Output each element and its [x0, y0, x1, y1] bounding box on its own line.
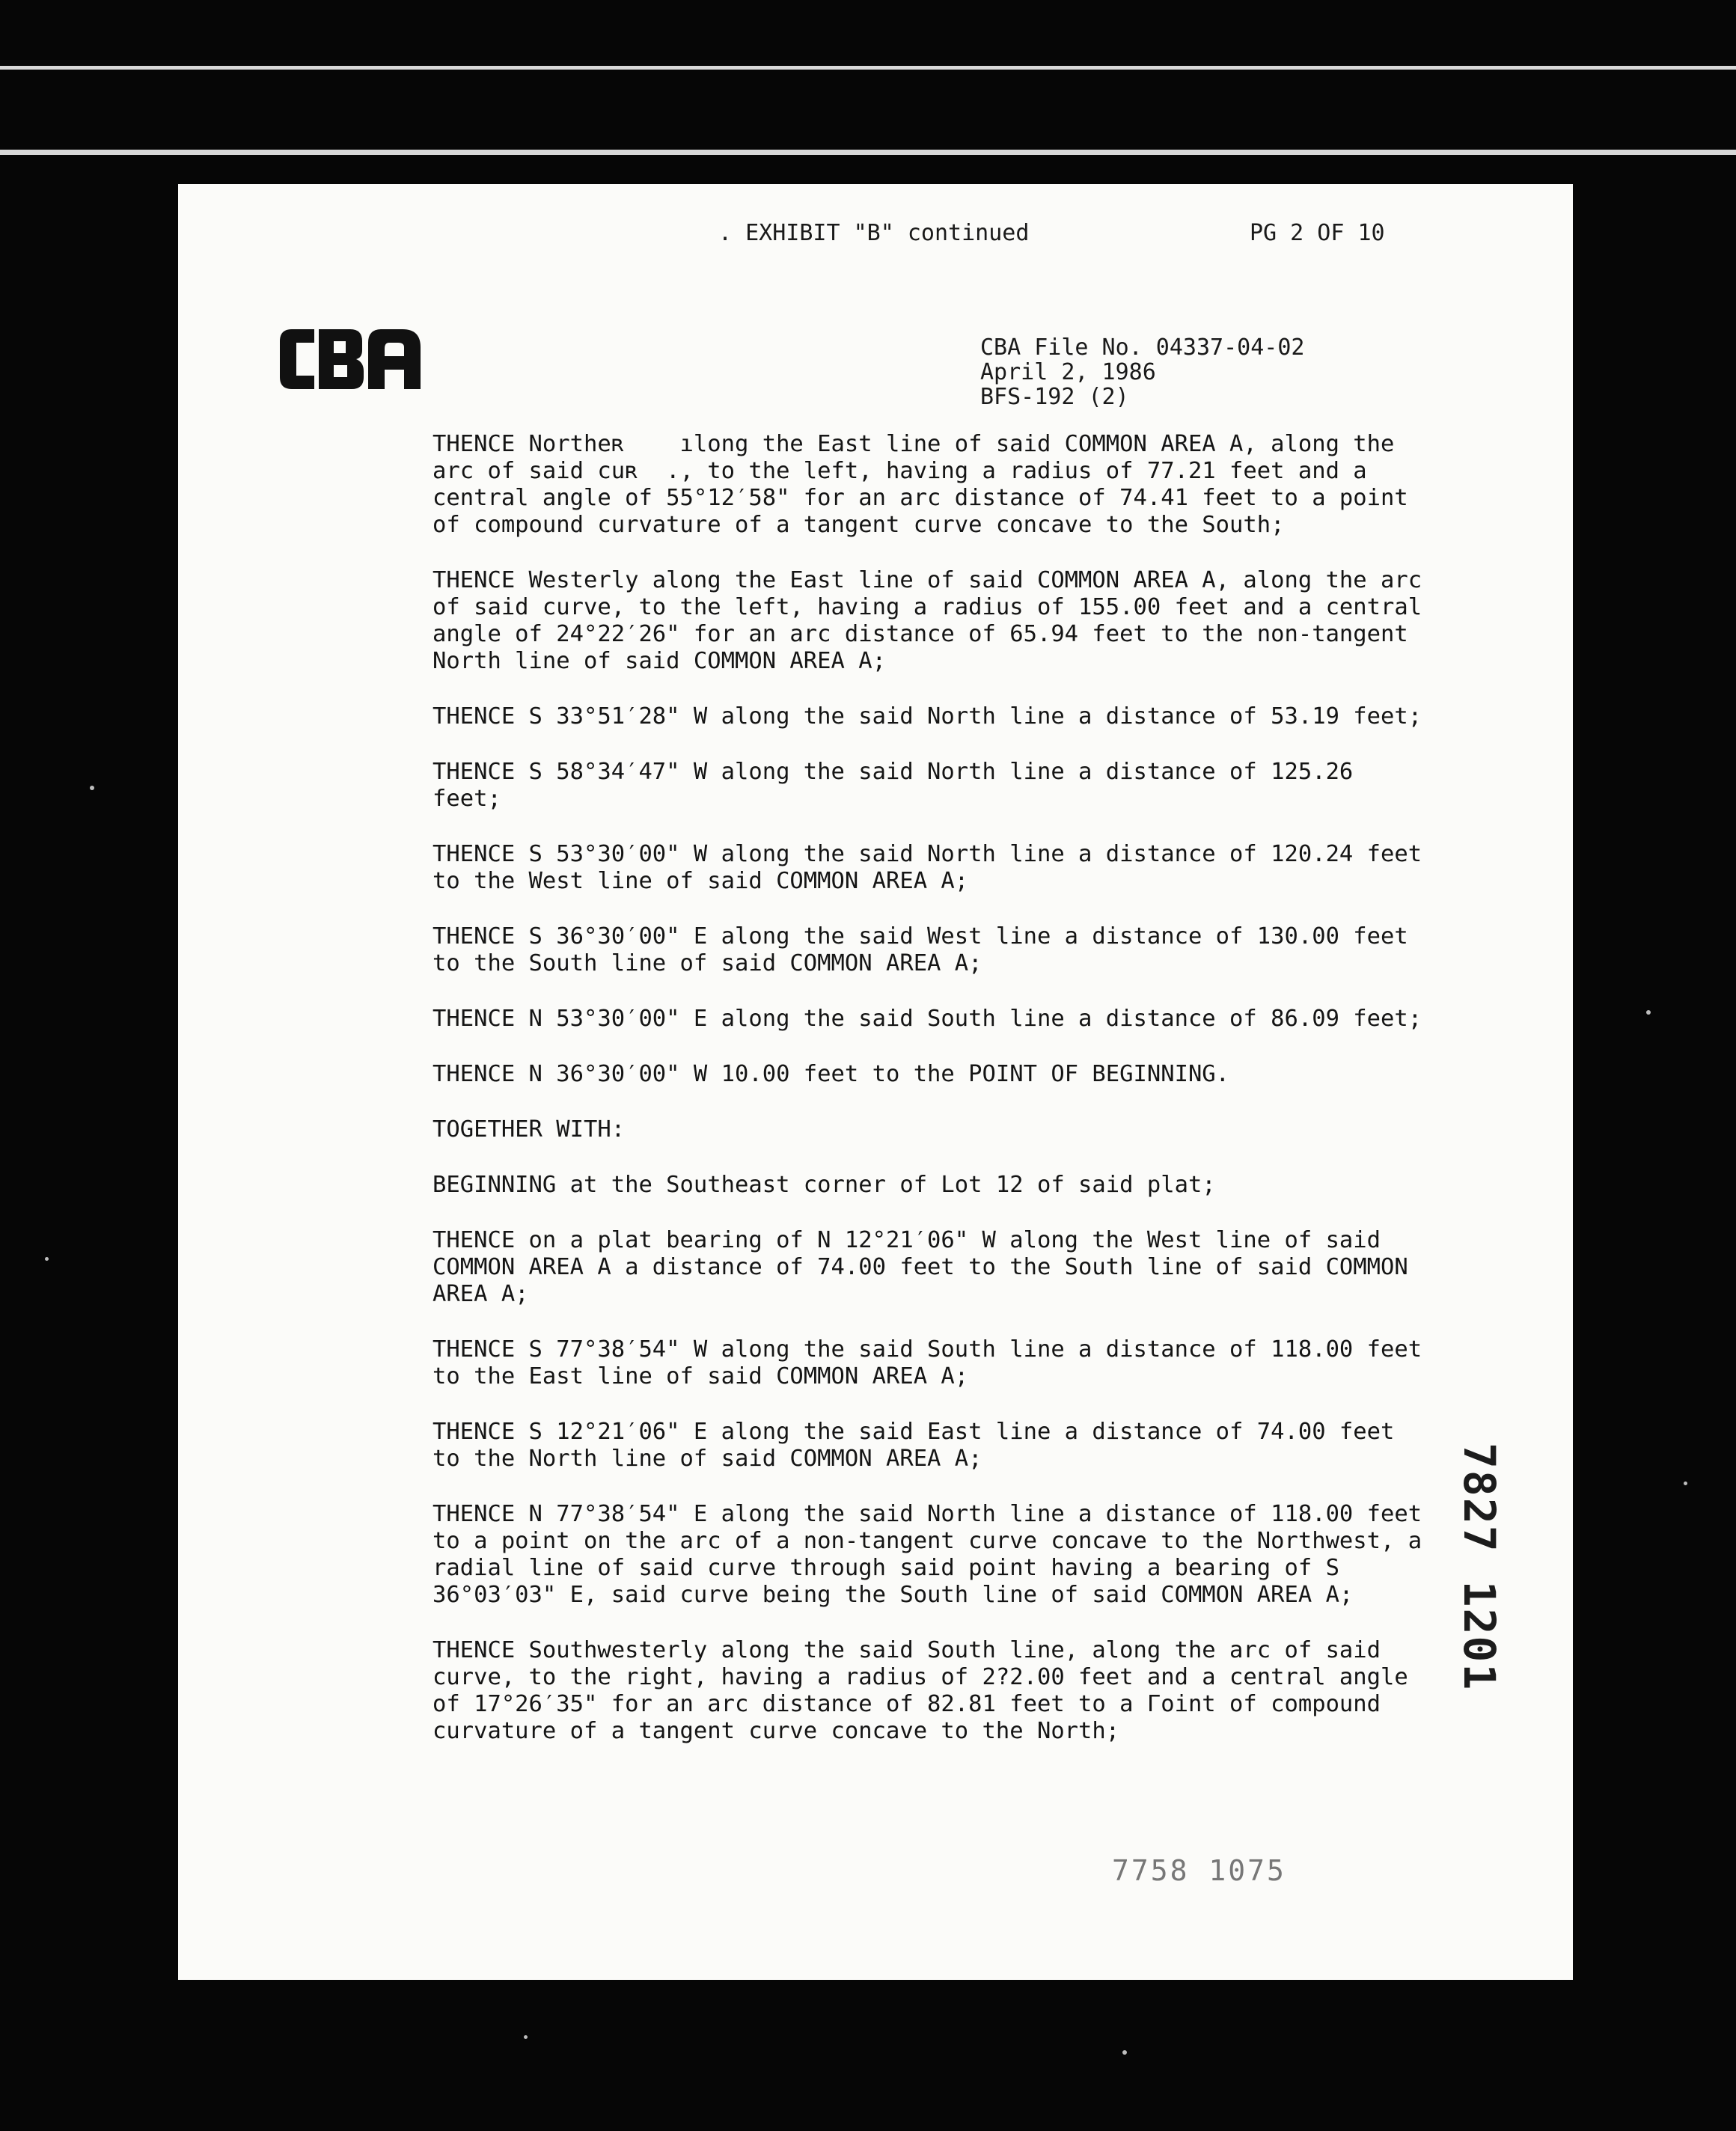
paragraph: THENCE S 36°30′00" E along the said West line a distance of 130.00 feet to the South line of said COMMON AREA A; — [433, 923, 1422, 976]
paragraph: THENCE S 53°30′00" W along the said North line a distance of 120.24 feet to the West line of said COMMON AREA A; — [433, 841, 1436, 894]
scan-streak-second — [0, 150, 1736, 155]
paragraph: BEGINNING at the Southeast corner of Lot 12 of said plat; — [433, 1172, 1216, 1198]
noise-speck — [524, 2035, 528, 2039]
paragraph: THENCE Westerly along the East line of said COMMON AREA A, along the arc of said curve, to the left, having a radius of 155.00 feet and a central angle of 24°22′26" for an arc distance of 65.94 feet to the non-tangent North line of said COMMON AREA A; — [433, 567, 1436, 674]
paragraph: THENCE S 33°51′28" W along the said North line a distance of 53.19 feet; — [433, 703, 1422, 730]
file-reference: BFS-192 (2) — [980, 384, 1129, 410]
paragraph: THENCE S 77°38′54" W along the said South line a distance of 118.00 feet to the East line of said COMMON AREA A; — [433, 1336, 1436, 1389]
faded-recording-stamp: 7758 1075 — [1112, 1854, 1286, 1887]
file-number: CBA File No. 04337-04-02 — [980, 334, 1305, 361]
noise-speck — [90, 786, 94, 790]
page-number: PG 2 OF 10 — [1250, 220, 1385, 246]
cba-logo — [275, 317, 425, 400]
paragraph: THENCE S 58°34′47" W along the said North line a distance of 125.26 feet; — [433, 759, 1367, 812]
scan-streak-top — [0, 66, 1736, 70]
paragraph: THENCE Northeʀ ılong the East line of said COMMON AREA A, along the arc of said cuʀ ., to the left, having a radius of 77.21 feet and a central angle of 55°12′58" for an arc distance of 74.41 feet to a point of compound curvature of a tangent curve concave to the South; — [433, 431, 1422, 538]
file-info-block — [980, 335, 1304, 409]
noise-speck — [45, 1257, 49, 1261]
paragraph: THENCE on a plat bearing of N 12°21′06" W along the West line of said COMMON AREA A a distance of 74.00 feet to the South line of said COMMON AREA A; — [433, 1227, 1422, 1307]
recording-number-vertical: 7827 1201 — [1454, 1443, 1505, 1692]
paragraph: THENCE Southwesterly along the said South line, along the arc of said curve, to the right, having a radius of 2?2.00 feet and a central angle of 17°26′35" for an arc distance of 82.81 feet to a Γoint of compound curvature of a tangent curve concave to the North; — [433, 1637, 1422, 1744]
paragraph: THENCE N 77°38′54" E along the said North line a distance of 118.00 feet to a point on the arc of a non-tangent curve concave to the Northwest, a radial line of said curve through said point having a bearing of S 36°03′03" E, said curve being the South line of said COMMON AREA A; — [433, 1501, 1436, 1608]
document-page — [178, 184, 1573, 1980]
exhibit-heading: . EXHIBIT "B" continued — [718, 220, 1030, 246]
legal-description-body — [433, 431, 1436, 1773]
paragraph: THENCE S 12°21′06" E along the said East line a distance of 74.00 feet to the North line of said COMMON AREA A; — [433, 1419, 1408, 1472]
noise-speck — [1684, 1482, 1687, 1485]
paragraph: THENCE N 36°30′00" W 10.00 feet to the POINT OF BEGINNING. — [433, 1061, 1230, 1087]
paragraph: THENCE N 53°30′00" E along the said South line a distance of 86.09 feet; — [433, 1006, 1422, 1032]
paragraph: TOGETHER WITH: — [433, 1116, 626, 1143]
file-date: April 2, 1986 — [980, 359, 1156, 385]
noise-speck — [1646, 1010, 1651, 1015]
noise-speck — [1122, 2050, 1127, 2055]
